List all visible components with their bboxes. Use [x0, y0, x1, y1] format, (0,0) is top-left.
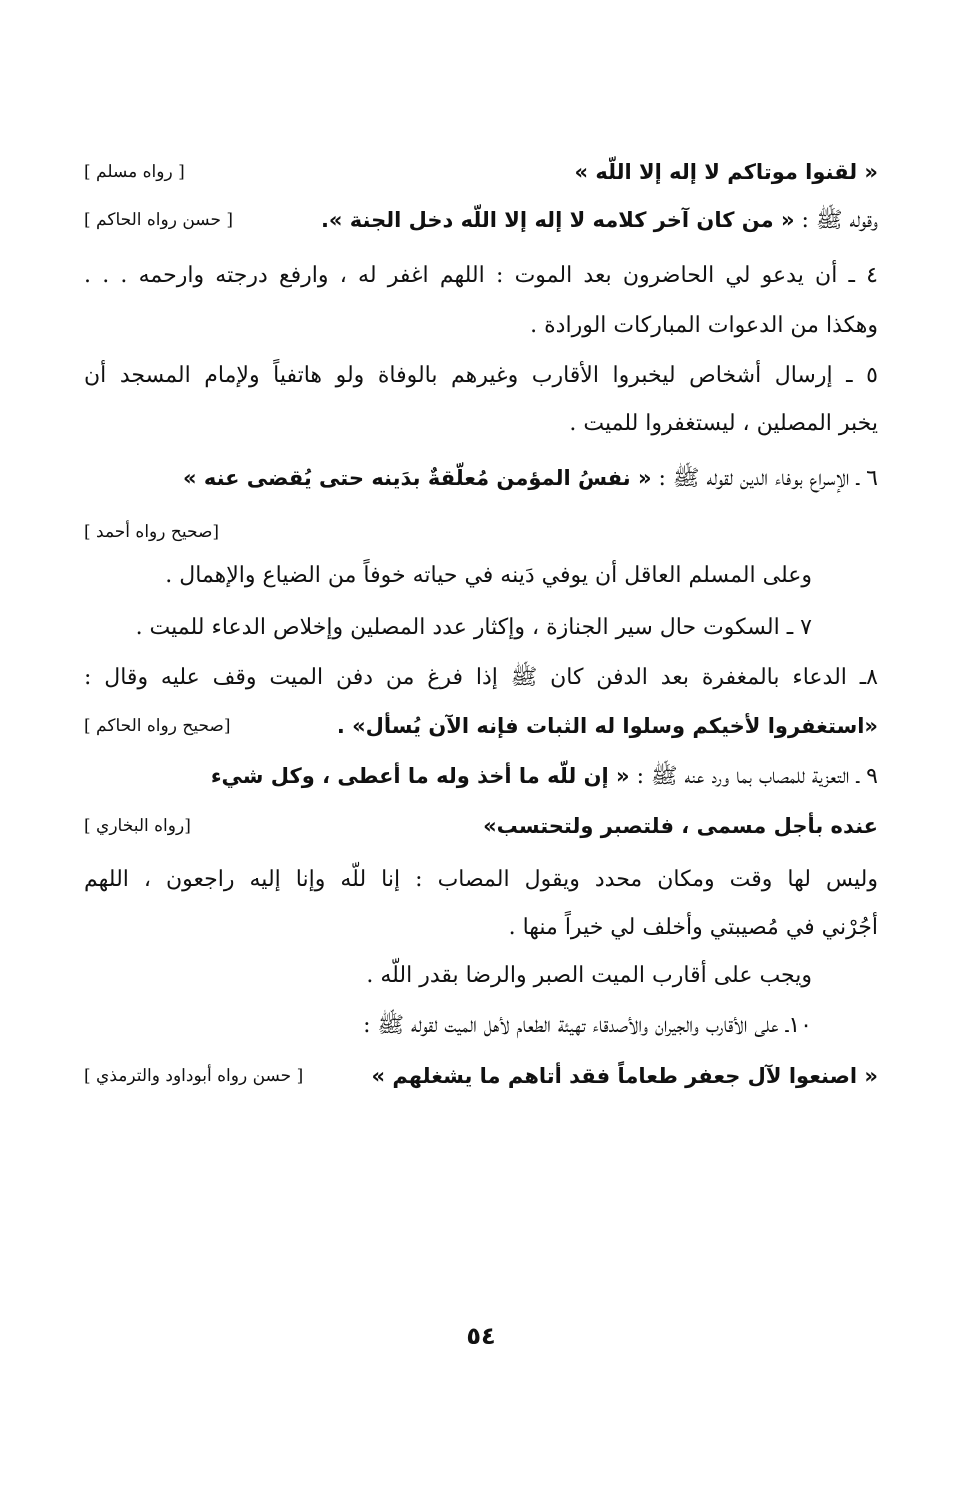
hadith-line	[84, 702, 878, 750]
hadith-text: « اصنعوا لآل جعفر طعاماً فقد أتاهم ما يشغلهم »	[371, 1064, 878, 1088]
paragraph-line	[84, 454, 878, 502]
hadith-reference: [ حسن رواه الحاكم ]	[84, 210, 234, 230]
hadith-text: « لقنوا موتاكم لا إله إلا اللّه »	[574, 160, 878, 184]
intro-text: وقوله ﷺ :	[794, 208, 878, 233]
paragraph-line: ١٠ـ على الأقارب والجيران والأصدقاء تهيئة الطعام لأهل الميت لقوله ﷺ :	[363, 1013, 812, 1038]
paragraph-line: وهكذا من الدعوات المباركات الورادة .	[530, 313, 878, 338]
intro-text: ٦ ـ الإسراع بوفاء الدين لقوله ﷺ :	[651, 466, 878, 491]
paragraph-line: ٤ ـ أن يدعو لي الحاضرون بعد الموت : اللهم اغفر له ، وارفع درجته وارحمه . . .	[84, 263, 878, 288]
paragraph-line: وليس لها وقت ومكان محدد ويقول المصاب : إنا للّه وإنا إليه راجعون ، اللهم	[84, 867, 878, 892]
hadith-reference: [رواه البخاري ]	[84, 816, 191, 836]
hadith-line	[84, 802, 878, 850]
hadith-reference: [صحيح رواه أحمد ]	[84, 522, 220, 542]
reference-line	[84, 508, 878, 556]
hadith-reference: [ حسن رواه أبوداود والترمذي ]	[84, 1066, 304, 1086]
paragraph-line: ٥ ـ إرسال أشخاص ليخبروا الأقارب وغيرهم بالوفاة ولو هاتفياً ولإمام المسجد أن	[84, 363, 878, 388]
paragraph-line: وعلى المسلم العاقل أن يوفي دَينه في حياته خوفاً من الضياع والإهمال .	[165, 563, 812, 588]
hadith-text: « من كان آخر كلامه لا إله إلا اللّه دخل الجنة ».	[320, 208, 795, 232]
hadith-text: « نفسُ المؤمن مُعلّقةٌ بدَينه حتى يُقضى عنه »	[182, 466, 652, 490]
hadith-line	[84, 1052, 878, 1100]
hadith-text: عنده بأجل مسمى ، فلتصبر ولتحتسب»	[483, 814, 878, 838]
intro-text: ٩ ـ التعزية للمصاب بما ورد عنه ﷺ :	[629, 764, 878, 789]
paragraph-line: أجُرْني في مُصيبتي وأخلف لي خيراً منها .	[508, 915, 878, 940]
hadith-line-1	[84, 148, 878, 196]
hadith-line-2	[84, 196, 878, 244]
hadith-text: «استغفروا لأخيكم وسلوا له الثبات فإنه الآن يُسأل» .	[336, 714, 878, 738]
paragraph-line: ٨ـ الدعاء بالمغفرة بعد الدفن كان ﷺ إذا فرغ من دفن الميت وقف عليه وقال :	[84, 665, 878, 690]
hadith-text: « إن للّه ما أخذ وله ما أعطى ، وكل شيء	[210, 764, 630, 788]
paragraph-line: يخبر المصلين ، ليستغفروا للميت .	[569, 411, 878, 436]
page-number: ٥٤	[466, 1322, 496, 1350]
hadith-reference: [صحيح رواه الحاكم ]	[84, 716, 231, 736]
paragraph-line: ٧ ـ السكوت حال سير الجنازة ، وإكثار عدد المصلين وإخلاص الدعاء للميت .	[135, 615, 812, 640]
hadith-reference: [ رواه مسلم ]	[84, 162, 185, 182]
paragraph-line: ويجب على أقارب الميت الصبر والرضا بقدر اللّه .	[366, 963, 812, 988]
paragraph-line	[84, 752, 878, 800]
